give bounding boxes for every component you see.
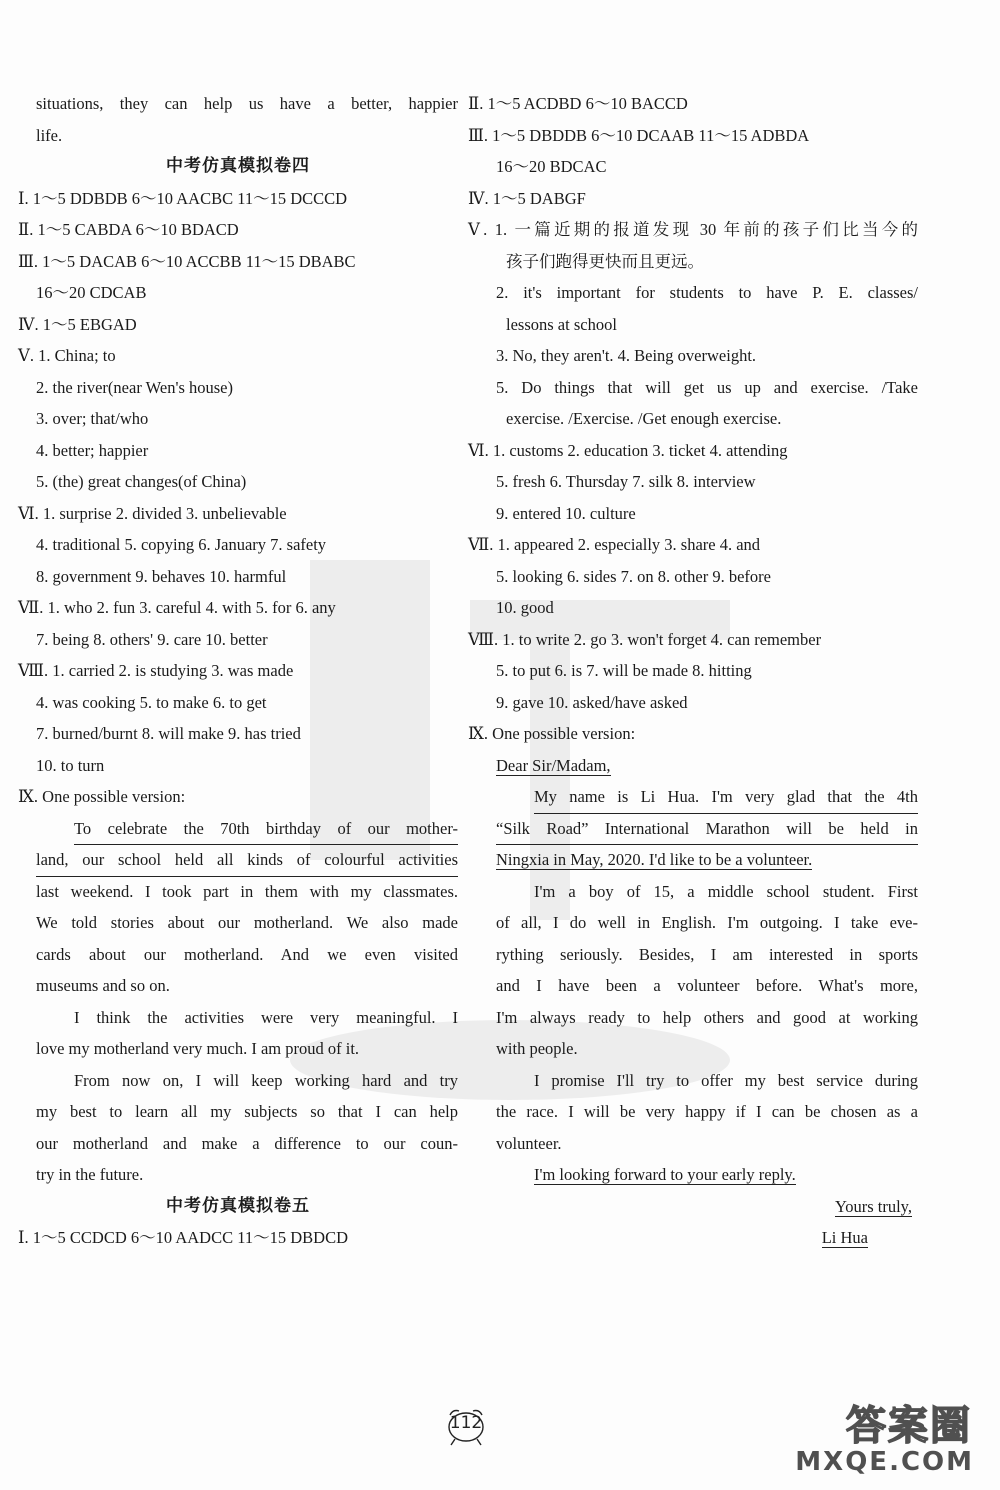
line-text: Li Hua [821, 1228, 868, 1247]
answer-line [468, 781, 918, 813]
line-text: land, our school held all kinds of colourful activities [36, 844, 458, 877]
answer-line [18, 1096, 458, 1128]
answer-line [18, 561, 458, 593]
line-text: museums and so on. [36, 976, 170, 995]
answer-line [468, 1002, 918, 1034]
answer-line [468, 120, 918, 152]
line-text: I promise I'll try to offer my best service during [534, 1070, 918, 1090]
answer-line [18, 1128, 458, 1160]
answer-line [468, 1096, 918, 1128]
line-text: 4. better; happier [36, 440, 149, 460]
answer-line [468, 88, 918, 120]
line-text: “Silk Road” International Marathon will be held in [496, 813, 918, 846]
answer-line [18, 372, 458, 404]
answer-line [18, 813, 458, 845]
line-text: Ⅶ. 1. appeared 2. especially 3. share 4. and [468, 535, 761, 554]
answer-line [468, 876, 918, 908]
line-text: 中考仿真模拟卷四 [166, 156, 310, 176]
line-text: 9. gave 10. asked/have asked [496, 692, 688, 712]
line-text: 10. to turn [36, 755, 105, 775]
line-text: 5. to put 6. is 7. will be made 8. hitting [496, 661, 752, 680]
line-text: 8. government 9. behaves 10. harmful [36, 566, 287, 586]
site-watermark [795, 1390, 992, 1485]
answer-line [18, 309, 458, 341]
answer-line [18, 1065, 458, 1097]
line-text: lessons at school [506, 314, 617, 334]
line-text: last weekend. I took part in them with my classmates. [36, 881, 458, 901]
answer-line [18, 907, 458, 939]
line-text: 5. (the) great changes(of China) [36, 472, 247, 491]
line-text: 3. over; that/who [36, 409, 149, 428]
answer-line [18, 120, 458, 152]
line-text: 9. entered 10. culture [496, 503, 636, 523]
line-text: Ningxia in May, 2020. I'd like to be a volunteer. [496, 850, 813, 869]
answer-line [18, 435, 458, 467]
line-text: 7. burned/burnt 8. will make 9. has tried [36, 724, 301, 743]
line-text: I think the activities were very meaningful. I [74, 1007, 458, 1027]
answer-line [18, 498, 458, 530]
answer-line [18, 655, 458, 687]
answer-line [468, 183, 918, 215]
answer-line [18, 750, 458, 782]
answer-line [468, 1191, 918, 1223]
answer-line [468, 277, 918, 309]
answer-line [468, 1128, 918, 1160]
line-text: our motherland and make a difference to our coun- [36, 1133, 458, 1153]
answer-line [18, 1033, 458, 1065]
line-text: Ⅳ. 1～5 EBGAD [18, 314, 137, 334]
answer-line [18, 340, 458, 372]
answer-line [468, 151, 918, 183]
answer-line [18, 687, 458, 719]
line-text: Ⅴ. 1. China; to [18, 346, 116, 365]
answer-line [18, 592, 458, 624]
line-text: I'm looking forward to your early reply. [534, 1165, 796, 1184]
answer-line [18, 403, 458, 435]
line-text: 2. it's important for students to have P. E. classes/ [496, 283, 918, 302]
answer-line [18, 781, 458, 813]
watermark-logo-text: 答案圈 [846, 1403, 972, 1449]
line-text: My name is Li Hua. I'm very glad that the 4th [534, 781, 918, 814]
line-text: life. [36, 125, 63, 145]
section-heading [18, 151, 458, 183]
answer-line [18, 1159, 458, 1191]
line-text: Ⅸ. One possible version: [18, 787, 186, 806]
answer-line [468, 498, 918, 530]
answer-line [18, 466, 458, 498]
line-text: try in the future. [36, 1165, 144, 1184]
page-number-text: 112 [449, 1413, 483, 1433]
answer-line [468, 718, 918, 750]
answer-line [18, 939, 458, 971]
line-text: Ⅴ. 1. 一篇近期的报道发现 30 年前的孩子们比当今的 [468, 220, 918, 239]
line-text: of all, I do well in English. I'm outgoing. I take eve- [496, 913, 918, 932]
answer-line [468, 529, 918, 561]
line-text: 4. traditional 5. copying 6. January 7. safety [36, 535, 327, 554]
line-text: 10. good [496, 598, 554, 617]
left-column [18, 88, 458, 1254]
line-text: Yours truly, [834, 1196, 912, 1216]
answer-line [468, 844, 918, 876]
answer-line [468, 340, 918, 372]
answer-line [18, 1222, 458, 1254]
line-text: We told stories about our motherland. We also made [36, 913, 458, 932]
line-text: From now on, I will keep working hard and try [74, 1070, 458, 1090]
line-text: Ⅱ. 1～5 CABDA 6～10 BDACD [18, 220, 239, 239]
line-text: my best to learn all my subjects so that I can help [36, 1102, 458, 1121]
line-text: Ⅶ. 1. who 2. fun 3. careful 4. with 5. for 6. any [18, 598, 336, 617]
page-number [440, 1407, 492, 1447]
answer-line [18, 214, 458, 246]
watermark-url: MXQE.COM [795, 1447, 974, 1477]
answer-line [468, 403, 918, 435]
line-text: love my motherland very much. I am proud of it. [36, 1039, 360, 1058]
line-text: 16～20 BDCAC [496, 157, 607, 176]
line-text: To celebrate the 70th birthday of our mother- [74, 813, 458, 846]
line-text: I'm always ready to help others and good at working [496, 1007, 918, 1027]
line-text: Ⅸ. One possible version: [468, 724, 636, 743]
answer-line [468, 592, 918, 624]
line-text: Ⅰ. 1～5 CCDCD 6～10 AADCC 11～15 DBDCD [18, 1228, 348, 1247]
line-text: the race. I will be very happy if I can be chosen as a [496, 1102, 918, 1121]
answer-line [468, 309, 918, 341]
answer-line [18, 970, 458, 1002]
answer-line [468, 1222, 918, 1254]
line-text: Ⅵ. 1. customs 2. education 3. ticket 4. attending [468, 440, 788, 460]
answer-line [18, 876, 458, 908]
line-text: volunteer. [496, 1133, 562, 1153]
answer-line [468, 466, 918, 498]
line-text: 3. No, they aren't. 4. Being overweight. [496, 346, 757, 365]
answer-line [468, 1033, 918, 1065]
line-text: 7. being 8. others' 9. care 10. better [36, 629, 268, 649]
line-text: 16～20 CDCAB [36, 283, 147, 302]
line-text: Ⅲ. 1～5 DACAB 6～10 ACCBB 11～15 DBABC [18, 251, 356, 271]
line-text: 中考仿真模拟卷五 [166, 1195, 310, 1216]
answer-line [18, 183, 458, 215]
line-text: Ⅷ. 1. to write 2. go 3. won't forget 4. can remember [468, 629, 822, 649]
answer-line [468, 1159, 918, 1191]
line-text: Dear Sir/Madam, [496, 755, 611, 775]
answer-line [468, 246, 918, 278]
line-text: Ⅵ. 1. surprise 2. divided 3. unbelievable [18, 503, 287, 523]
answer-line [468, 813, 918, 845]
answer-line [18, 529, 458, 561]
answer-line [468, 1065, 918, 1097]
answer-line [18, 246, 458, 278]
right-column [468, 88, 918, 1254]
answer-line [468, 750, 918, 782]
answer-line [18, 1002, 458, 1034]
answer-line [468, 655, 918, 687]
line-text: 5. Do things that will get us up and exercise. /Take [496, 377, 918, 397]
line-text: Ⅲ. 1～5 DBDDB 6～10 DCAAB 11～15 ADBDA [468, 125, 810, 145]
answer-line [468, 561, 918, 593]
line-text: and I have been a volunteer before. What's more, [496, 976, 918, 995]
answer-line [468, 970, 918, 1002]
answer-line [18, 277, 458, 309]
line-text: with people. [496, 1039, 578, 1058]
line-text: 5. fresh 6. Thursday 7. silk 8. interview [496, 472, 756, 491]
line-text: 5. looking 6. sides 7. on 8. other 9. before [496, 566, 771, 586]
line-text: rything seriously. Besides, I am interested in sports [496, 944, 918, 964]
answer-line [468, 939, 918, 971]
line-text: Ⅷ. 1. carried 2. is studying 3. was made [18, 661, 294, 680]
answer-line [468, 687, 918, 719]
line-text: Ⅳ. 1～5 DABGF [468, 188, 586, 208]
answer-line [18, 624, 458, 656]
line-text: Ⅱ. 1～5 ACDBD 6～10 BACCD [468, 94, 688, 113]
answer-line [468, 435, 918, 467]
answer-line [468, 372, 918, 404]
line-text: cards about our motherland. And we even visited [36, 944, 458, 964]
answer-line [468, 624, 918, 656]
answer-line [18, 88, 458, 120]
line-text: 2. the river(near Wen's house) [36, 377, 233, 397]
line-text: situations, they can help us have a better, happier [36, 94, 458, 113]
section-heading [18, 1191, 458, 1223]
line-text: Ⅰ. 1～5 DDBDB 6～10 AACBC 11～15 DCCCD [18, 188, 348, 208]
line-text: 4. was cooking 5. to make 6. to get [36, 692, 267, 712]
line-text: I'm a boy of 15, a middle school student. First [534, 881, 918, 901]
answer-line [18, 844, 458, 876]
answer-line [468, 907, 918, 939]
line-text: exercise. /Exercise. /Get enough exercise. [506, 409, 782, 428]
answer-line [18, 718, 458, 750]
answer-line [468, 214, 918, 246]
line-text: 孩子们跑得更快而且更远。 [506, 251, 704, 271]
